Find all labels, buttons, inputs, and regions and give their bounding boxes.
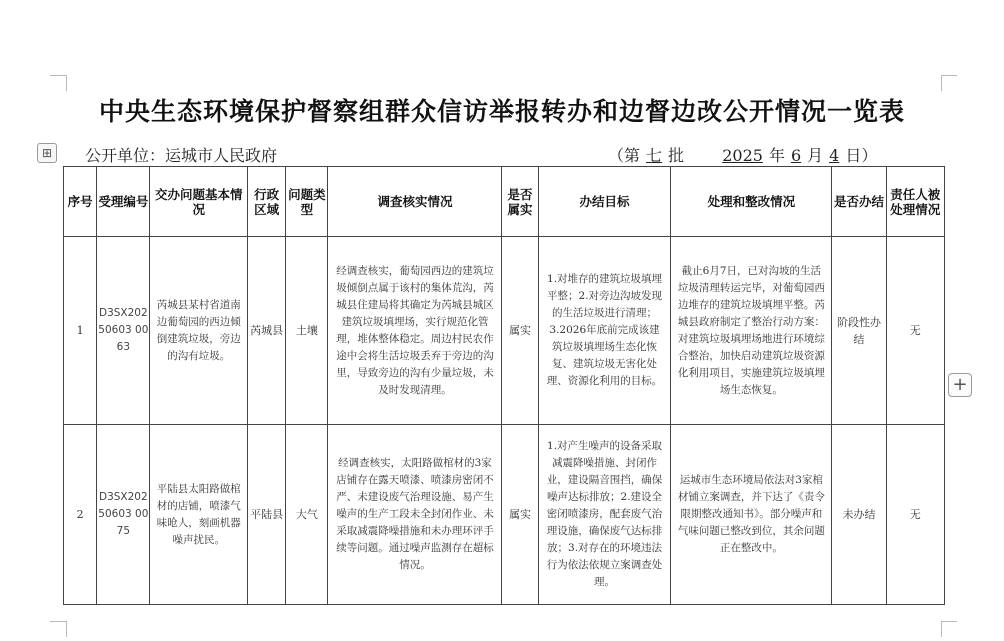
disclosure-table bbox=[63, 166, 945, 605]
cell-handling: 运城市生态环境局依法对3家棺材铺立案调查，并下达了《责令限期整改通知书》。部分噪声和气味问题已整改到位，其余问题正在整改中。 bbox=[671, 425, 832, 605]
cell-target: 1.对产生噪声的设备采取减震降噪措施、封闭作业，建设隔音围挡，确保噪声达标排放；2.建设全密闭喷漆房，配套废气治理设施，确保废气达标排放；3.对存在的环境违法行为依法依规立案调查处理。 bbox=[538, 425, 671, 605]
cell-seq: 1 bbox=[64, 237, 97, 425]
cell-type: 大气 bbox=[286, 425, 328, 605]
batch-suffix: 批 bbox=[668, 146, 685, 165]
cell-case-no: D3SX20250603 0075 bbox=[97, 425, 150, 605]
year-suffix: 年 bbox=[768, 146, 785, 165]
batch-date bbox=[608, 143, 877, 166]
batch-number: 七 bbox=[646, 146, 663, 165]
cell-region: 平陆县 bbox=[248, 425, 286, 605]
crop-mark bbox=[50, 75, 66, 76]
cell-investigation: 经调查核实，太阳路做棺材的3家店铺存在露天喷漆、喷漆房密闭不严、未建设废气治理设施、易产生噪声的生产工段未全封闭作业、未采取减震降噪措施和未办理环评手续等问题。通过噪声监测存在超标情况。 bbox=[328, 425, 502, 605]
crop-mark bbox=[941, 75, 942, 91]
cell-accountability: 无 bbox=[886, 237, 944, 425]
month-value: 6 bbox=[790, 146, 802, 165]
col-header-completed: 是否办结 bbox=[832, 167, 886, 237]
col-header-handling: 处理和整改情况 bbox=[671, 167, 832, 237]
day-suffix: 日） bbox=[845, 146, 878, 165]
crop-mark bbox=[941, 621, 957, 622]
cell-completed: 未办结 bbox=[832, 425, 886, 605]
col-header-seq: 序号 bbox=[64, 167, 97, 237]
year-value: 2025 bbox=[722, 146, 763, 165]
cell-region: 芮城县 bbox=[248, 237, 286, 425]
table-header-row bbox=[64, 167, 945, 237]
cell-issue: 平陆县太阳路做棺材的店铺，喷漆气味呛人，刻画机器噪声扰民。 bbox=[150, 425, 248, 605]
cell-verified: 属实 bbox=[502, 425, 538, 605]
day-value: 4 bbox=[829, 146, 840, 165]
cell-type: 土壤 bbox=[286, 237, 328, 425]
crop-mark bbox=[66, 75, 67, 91]
publishing-unit bbox=[85, 143, 277, 166]
cell-investigation: 经调查核实，葡萄园西边的建筑垃圾倾倒点属于该村的集体荒沟，芮城县住建局将其确定为芮城县城区建筑垃圾填埋场，实行规范化管理，堆体整体稳定。周边村民农作途中会将生活垃圾丢弃于旁边的沟里，导致旁边的沟有少量垃圾，未及时发现清理。 bbox=[328, 237, 502, 425]
col-header-accountability: 责任人被处理情况 bbox=[886, 167, 944, 237]
add-row-plus-icon[interactable]: + bbox=[948, 373, 972, 397]
cell-target: 1.对堆存的建筑垃圾填埋平整；2.对旁边沟坡发现的生活垃圾进行清理；3.2026年底前完成该建筑垃圾填埋场生态化恢复、建筑垃圾无害化处理、资源化利用的目标。 bbox=[538, 237, 671, 425]
table-row bbox=[64, 425, 945, 605]
col-header-case-no: 受理编号 bbox=[97, 167, 150, 237]
col-header-investigation: 调查核实情况 bbox=[328, 167, 502, 237]
table-move-handle-icon[interactable]: ⊞ bbox=[37, 143, 57, 163]
month-suffix: 月 bbox=[807, 146, 824, 165]
cell-case-no: D3SX20250603 0063 bbox=[97, 237, 150, 425]
col-header-type: 问题类型 bbox=[286, 167, 328, 237]
crop-mark bbox=[941, 621, 942, 637]
cell-verified: 属实 bbox=[502, 237, 538, 425]
col-header-verified: 是否属实 bbox=[502, 167, 538, 237]
crop-mark bbox=[50, 621, 66, 622]
col-header-region: 行政区域 bbox=[248, 167, 286, 237]
unit-label: 公开单位： bbox=[85, 146, 166, 165]
cell-handling: 截止6月7日，已对沟坡的生活垃圾清理转运完毕，对葡萄园西边堆存的建筑垃圾填埋平整。芮城县政府制定了整治行动方案：对建筑垃圾填埋场地进行环境综合整治，加快启动建筑垃圾资源化利用项目，实施建筑垃圾填埋场生态恢复。 bbox=[671, 237, 832, 425]
unit-name: 运城市人民政府 bbox=[165, 146, 278, 165]
page-title: 中央生态环境保护督察组群众信访举报转办和边督边改公开情况一览表 bbox=[98, 97, 905, 126]
col-header-target: 办结目标 bbox=[538, 167, 671, 237]
cell-seq: 2 bbox=[64, 425, 97, 605]
cell-completed: 阶段性办结 bbox=[832, 237, 886, 425]
batch-prefix: （第 bbox=[608, 146, 641, 165]
crop-mark bbox=[66, 621, 67, 637]
cell-accountability: 无 bbox=[886, 425, 944, 605]
col-header-issue: 交办问题基本情况 bbox=[150, 167, 248, 237]
crop-mark bbox=[941, 75, 957, 76]
table-row bbox=[64, 237, 945, 425]
cell-issue: 芮城县某村省道南边葡萄园的西边倾倒建筑垃圾，旁边的沟有垃圾。 bbox=[150, 237, 248, 425]
